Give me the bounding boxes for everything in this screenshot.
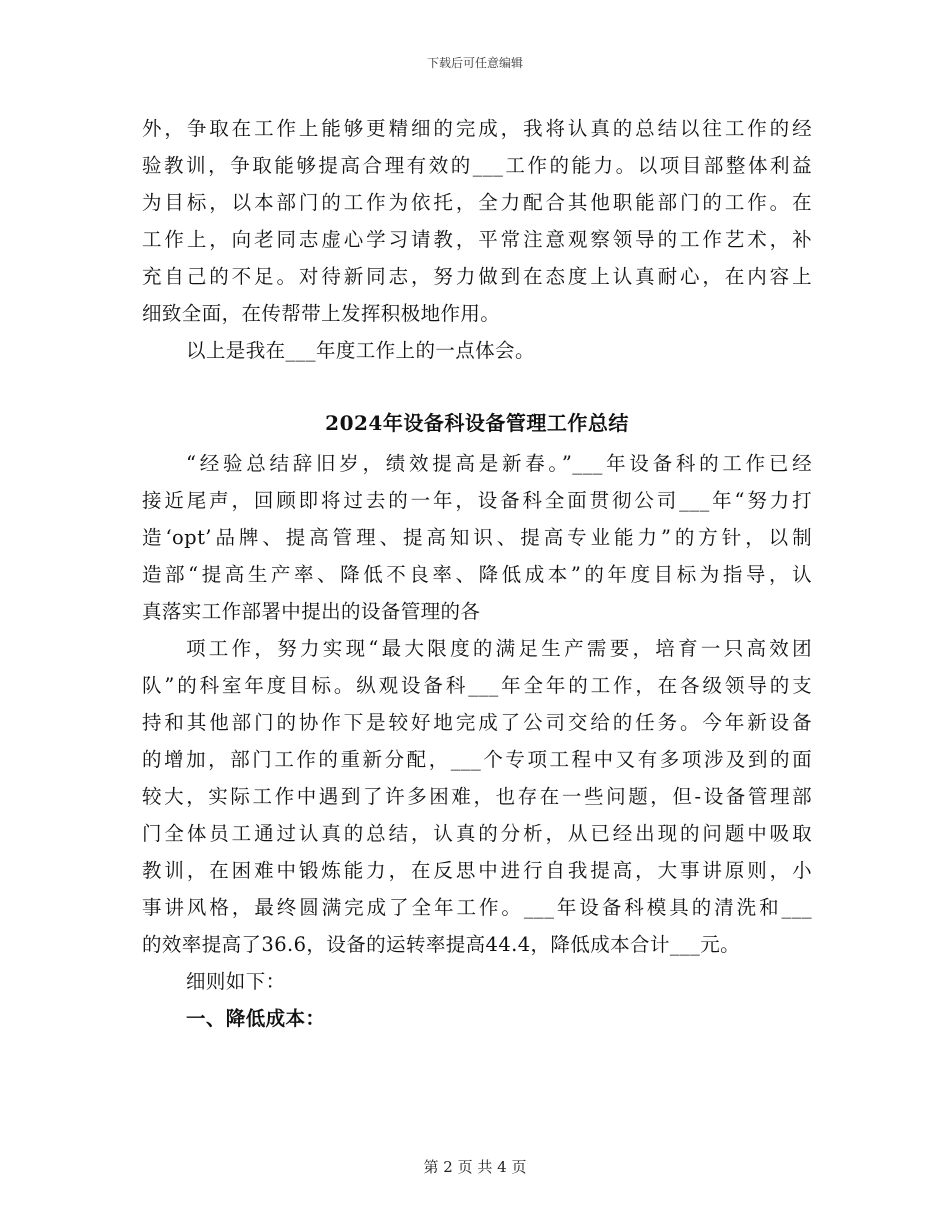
text-line: 较大，实际工作中遇到了许多困难，也存在一些问题，但-设备管理部 [142,785,812,808]
document-body [142,110,812,1038]
text-line: 的增加，部门工作的重新分配，___个专项工程中又有多项涉及到的面 [142,748,812,771]
text-line: 事讲风格，最终圆满完成了全年工作。___年设备科模具的清洗和___ [142,896,812,919]
text-line: 教训，在困难中锻炼能力，在反思中进行自我提高，大事讲原则，小 [142,859,812,882]
page-header: 下载后可任意编辑 [426,56,523,70]
paragraph-body [142,630,812,963]
text-line: 细致全面，在传帮带上发挥积极地作用。 [142,302,501,325]
text-line: 真落实工作部署中提出的设备管理的各 [142,600,481,623]
text-line: 队”的科室年度目标。纵观设备科___年全年的工作，在各级领导的支 [142,674,812,697]
paragraph-continuation [142,110,812,332]
text-line: 造‘opt’品牌、提高管理、提高知识、提高专业能力”的方针，以制 [142,526,812,549]
text-line: 持和其他部门的协作下是较好地完成了公司交给的任务。今年新设备 [142,711,812,734]
text-line: 工作上，向老同志虚心学习请教，平常注意观察领导的工作艺术，补 [142,228,812,251]
text-line: 造部“提高生产率、降低不良率、降低成本”的年度目标为指导，认 [142,563,812,586]
text-line: 项工作，努力实现“最大限度的满足生产需要，培育一只高效团 [186,637,812,660]
document-title: 2024年设备科设备管理工作总结 [325,411,629,435]
text-line: 的效率提高了36.6，设备的运转率提高44.4，降低成本合计___元。 [142,933,741,956]
text-line: 充自己的不足。对待新同志，努力做到在态度上认真耐心，在内容上 [142,265,812,288]
text-line: 接近尾声，回顾即将过去的一年，设备科全面贯彻公司___年“努力打 [142,489,812,512]
closing-paragraph: 以上是我在___年度工作上的一点体会。 [186,339,535,362]
text-line: “经验总结辞旧岁，绩效提高是新春。”___年设备科的工作已经 [186,452,812,475]
paragraph-intro [142,445,812,630]
text-line: 为目标，以本部门的工作为依托，全力配合其他职能部门的工作。在 [142,191,812,214]
text-line: 外，争取在工作上能够更精细的完成，我将认真的总结以往工作的经 [142,117,812,140]
text-line: 门全体员工通过认真的总结，认真的分析，从已经出现的问题中吸取 [142,822,812,845]
details-label: 细则如下： [186,970,286,993]
text-line: 验教训，争取能够提高合理有效的___工作的能力。以项目部整体利益 [142,154,812,177]
page-footer: 第 2 页 共 4 页 [423,1158,527,1176]
section-heading: 一、降低成本： [186,1007,326,1030]
